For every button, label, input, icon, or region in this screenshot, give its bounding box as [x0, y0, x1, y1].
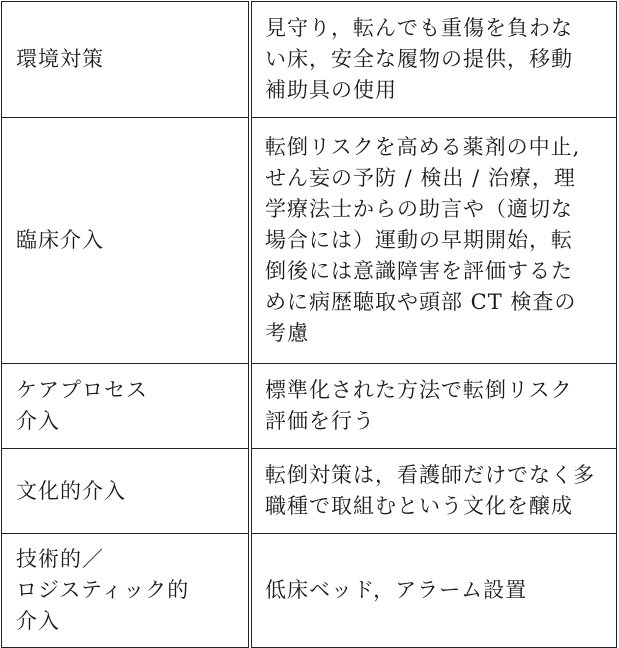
intervention-description-cell: [250, 118, 617, 364]
table-row: [2, 534, 617, 648]
description-text: せん妄の予防 / 検出 / 治療，理: [265, 166, 576, 190]
table-row: [2, 449, 617, 534]
description-text: 見守り，転んでも重傷を負わな: [265, 16, 573, 40]
intervention-category-cell: [2, 364, 251, 449]
intervention-description-cell: [250, 449, 617, 534]
description-text: 倒後には意識障害を評価するた: [265, 259, 573, 283]
description-text: 評価を行う: [265, 409, 375, 433]
fall-prevention-measures-table: [1, 1, 617, 648]
intervention-category-cell: [2, 118, 251, 364]
table-row: [2, 364, 617, 449]
category-text: 文化的介入: [16, 478, 126, 503]
intervention-description-cell: [250, 2, 617, 118]
description-text: 転倒対策は，看護師だけでなく多: [265, 463, 595, 487]
description-text: 標準化された方法で転倒リスク: [265, 378, 573, 402]
category-text: 臨床介入: [16, 228, 104, 252]
description-text: 場合には）運動の早期開始，転: [265, 228, 573, 252]
category-text: 介入: [16, 409, 60, 433]
description-text: 学療法士からの助言や（適切な: [265, 197, 573, 221]
intervention-category-cell: [2, 449, 251, 534]
table-row: [2, 118, 617, 364]
category-text: ロジスティック的: [16, 578, 190, 602]
description-text: 低床ベッド，アラーム設置: [265, 578, 528, 602]
description-text: 転倒リスクを高める薬剤の中止,: [265, 135, 581, 159]
category-text: 技術的／: [16, 547, 104, 571]
description-text: めに病歴聴取や頭部 CT 検査の: [265, 290, 577, 314]
intervention-description-cell: [250, 364, 617, 449]
description-text: 職種で取組むという文化を醸成: [265, 494, 573, 518]
description-text: い床，安全な履物の提供，移動: [265, 47, 573, 71]
intervention-category-cell: [2, 2, 251, 118]
category-text: 介入: [16, 609, 60, 633]
description-text: 補助具の使用: [265, 78, 397, 102]
intervention-description-cell: [250, 534, 617, 648]
table-row: [2, 2, 617, 118]
description-text: 考慮: [265, 321, 309, 345]
category-text: 環境対策: [16, 47, 104, 71]
category-text: ケアプロセス: [16, 378, 148, 402]
intervention-category-cell: [2, 534, 251, 648]
